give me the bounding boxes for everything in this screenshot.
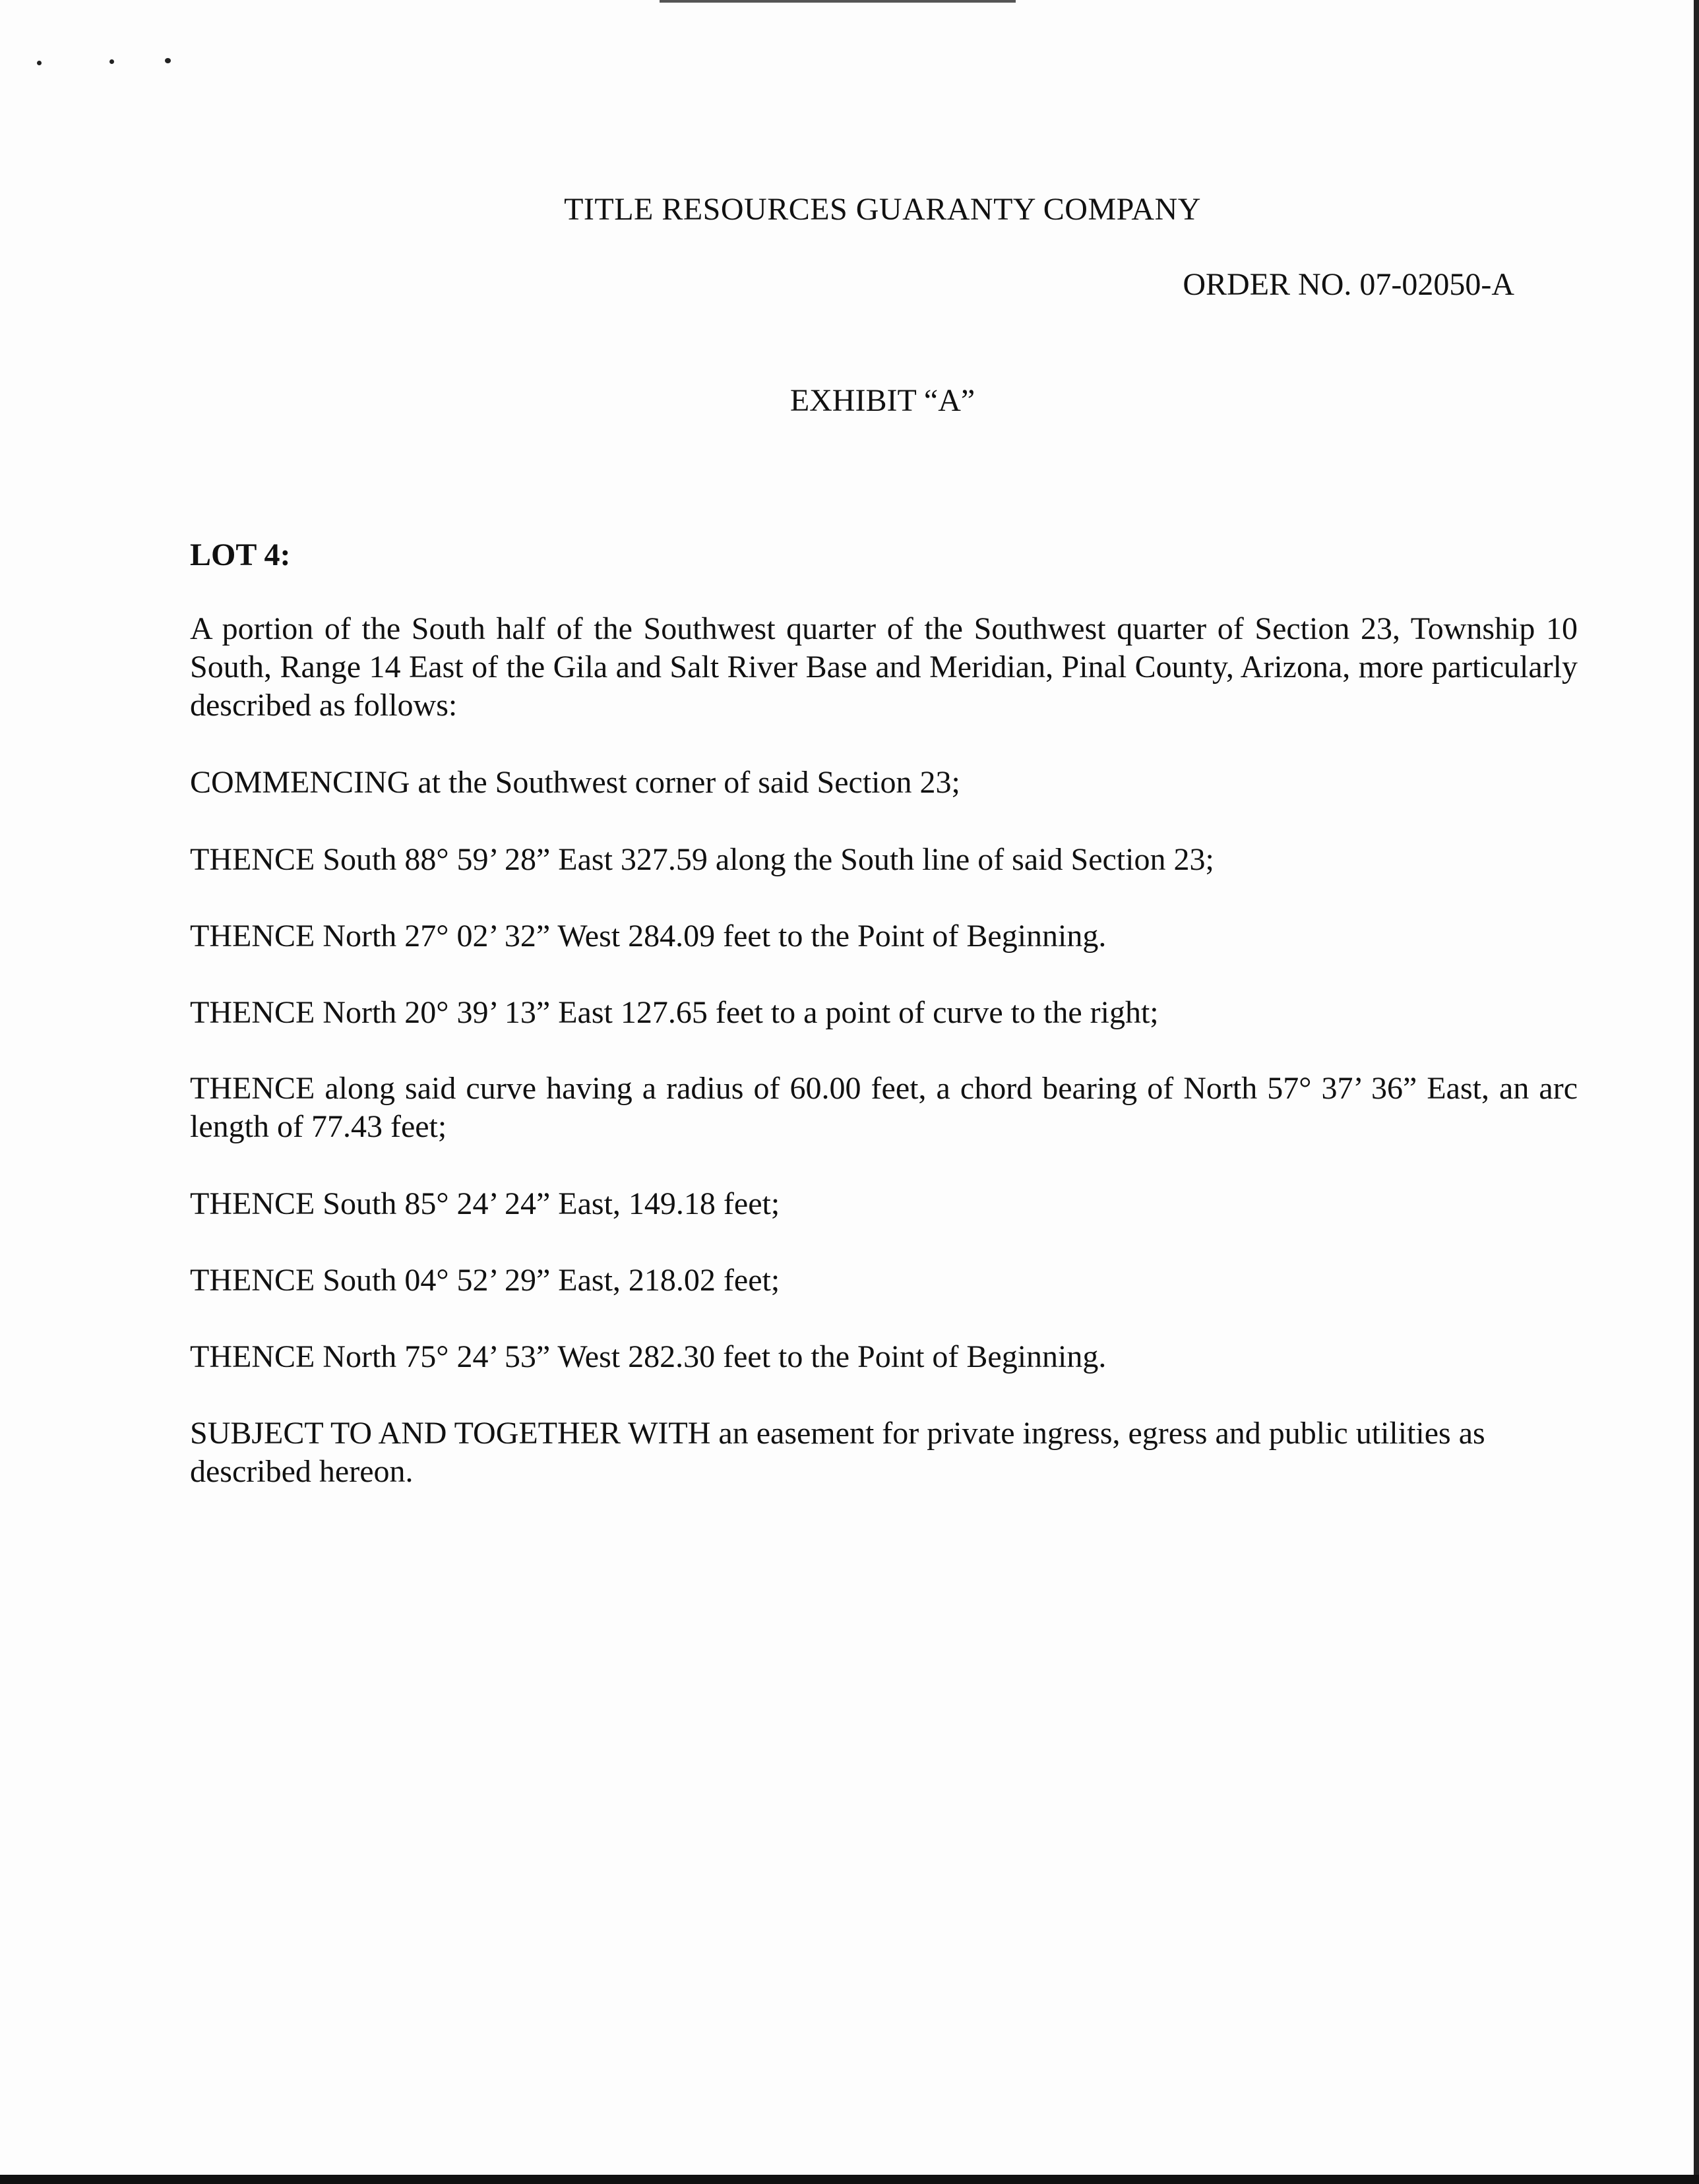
scan-speck bbox=[109, 59, 114, 64]
easement-paragraph: SUBJECT TO AND TOGETHER WITH an easement for private ingress, egress and public utilities as described hereon. bbox=[190, 1416, 1485, 1489]
scan-speck bbox=[37, 61, 42, 65]
exhibit-title: EXHIBIT “A” bbox=[789, 383, 975, 418]
course-paragraph: THENCE South 04° 52’ 29” East, 218.02 feet; bbox=[190, 1263, 780, 1298]
course-paragraph: THENCE North 75° 24’ 53” West 282.30 feet to the Point of Beginning. bbox=[190, 1339, 1107, 1374]
scan-right-border bbox=[1694, 0, 1699, 2184]
scan-speck bbox=[165, 58, 171, 63]
lot-heading: LOT 4: bbox=[190, 537, 291, 572]
scan-top-rule bbox=[660, 0, 1016, 3]
company-name: TITLE RESOURCES GUARANTY COMPANY bbox=[564, 192, 1201, 227]
legal-description-paragraph: A portion of the South half of the Southwest quarter of the Southwest quarter of Section 23, Township 10 South, Range 14 East of the Gila and Salt River Base and Meridian, Pinal County, Arizona, more particularly described as follows: bbox=[190, 611, 1578, 723]
course-paragraph: THENCE South 85° 24’ 24” East, 149.18 feet; bbox=[190, 1186, 780, 1221]
order-number: ORDER NO. 07-02050-A bbox=[1183, 267, 1514, 302]
course-paragraph: THENCE North 20° 39’ 13” East 127.65 feet to a point of curve to the right; bbox=[190, 995, 1159, 1030]
course-paragraph: THENCE North 27° 02’ 32” West 284.09 feet to the Point of Beginning. bbox=[190, 919, 1107, 954]
scan-bottom-border bbox=[0, 2175, 1699, 2184]
commencing-paragraph: COMMENCING at the Southwest corner of said Section 23; bbox=[190, 765, 960, 800]
course-paragraph: THENCE South 88° 59’ 28” East 327.59 along the South line of said Section 23; bbox=[190, 842, 1214, 877]
curve-paragraph: THENCE along said curve having a radius of 60.00 feet, a chord bearing of North 57° 37’ 36” East, an arc length of 77.43 feet; bbox=[190, 1071, 1578, 1144]
